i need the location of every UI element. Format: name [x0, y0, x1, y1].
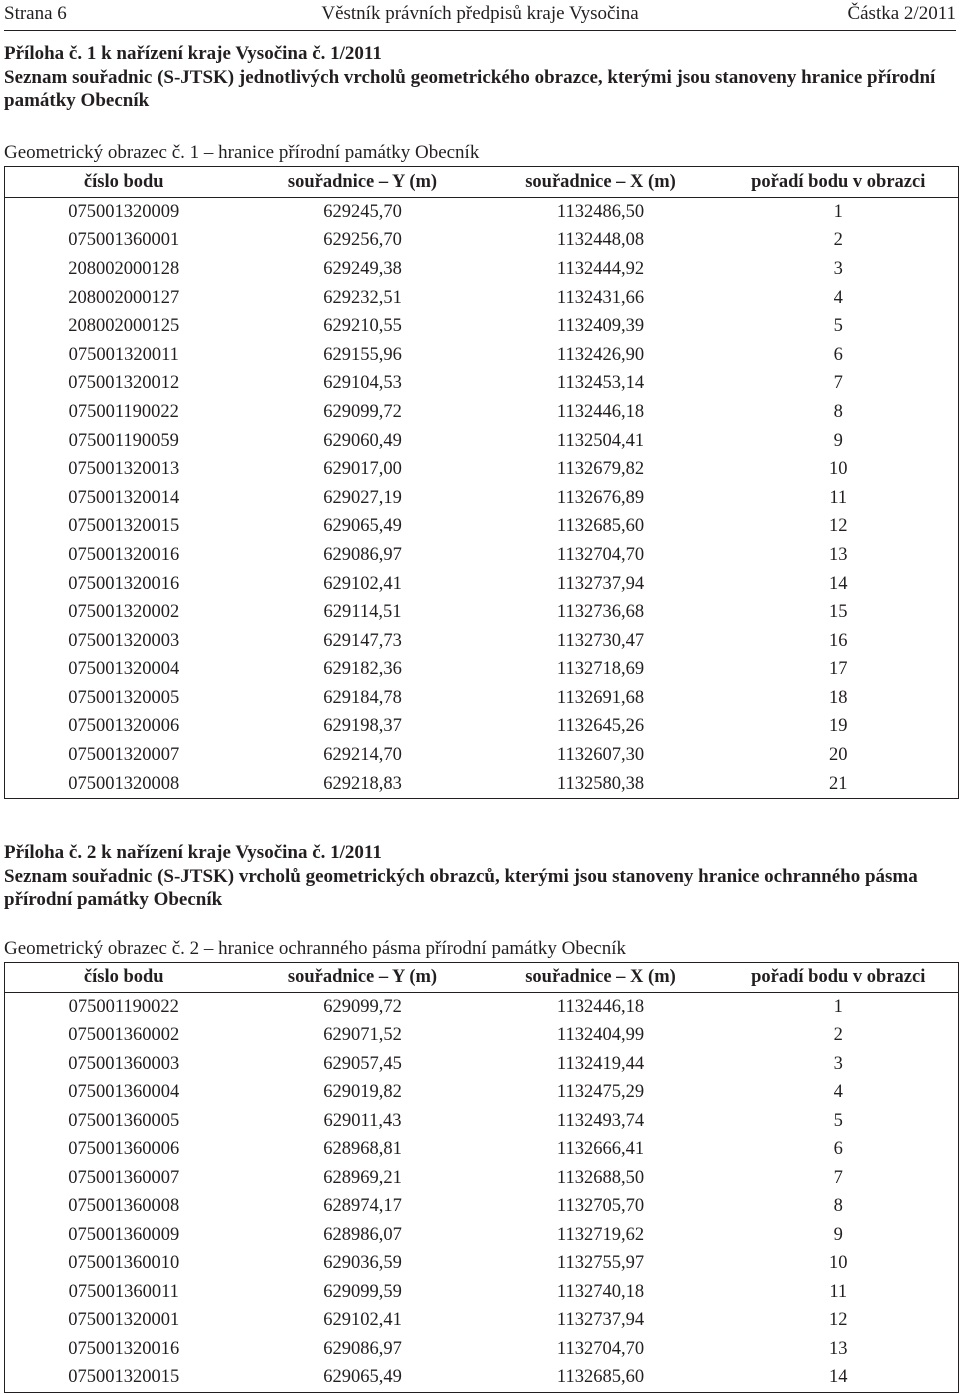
coordinate-y-cell: 628968,81: [323, 1139, 402, 1160]
figure-2-title: Geometrický obrazec č. 2 – hranice ochranného pásma přírodní památky Obecník: [4, 938, 626, 959]
point-number-cell: 075001320016: [68, 573, 180, 594]
coordinate-x-cell: 1132691,68: [556, 687, 645, 708]
point-number-cell: 208002000125: [68, 316, 180, 337]
coordinate-x-cell: 1132486,50: [556, 201, 645, 222]
coordinates-table-2: [4, 962, 959, 1393]
coordinate-y-cell: 629065,49: [323, 516, 402, 537]
table-row: [5, 513, 959, 542]
point-number-cell: 208002000128: [68, 258, 180, 279]
coordinate-x-cell: 1132453,14: [556, 373, 645, 394]
coordinate-y-cell: 629218,83: [323, 773, 402, 794]
point-number-cell: 075001360003: [68, 1053, 180, 1074]
table-row: [5, 284, 959, 313]
point-order-cell: 3: [833, 1053, 843, 1074]
point-order-cell: 13: [829, 544, 848, 565]
annex-1-subtitle: Seznam souřadnic (S-JTSK) jednotlivých vrcholů geometrického obrazce, kterými jsou stanoveny hranice přírodní památky Obecník: [4, 66, 936, 111]
table-header-row: [5, 963, 959, 993]
coordinates-table-1: [4, 166, 959, 799]
point-number-cell: 075001320012: [68, 373, 180, 394]
point-number-cell: 075001360009: [68, 1224, 180, 1245]
coordinate-x-cell: 1132736,68: [556, 602, 645, 623]
table-row: [5, 255, 959, 284]
point-order-cell: 6: [833, 1139, 843, 1160]
point-order-cell: 11: [829, 1281, 848, 1302]
coordinate-x-cell: 1132740,18: [556, 1281, 645, 1302]
annex-1-heading: [4, 42, 958, 113]
coordinate-x-cell: 1132737,94: [556, 1310, 645, 1331]
table-row: [5, 427, 959, 456]
point-order-cell: 4: [833, 287, 843, 308]
point-order-cell: 13: [829, 1338, 848, 1359]
table-row: [5, 713, 959, 742]
point-order-cell: 15: [829, 602, 848, 623]
coordinate-y-cell: 629256,70: [323, 230, 402, 251]
table-row: [5, 341, 959, 370]
annex-2-title: Příloha č. 2 k nařízení kraje Vysočina č. 1/2011: [4, 842, 382, 863]
point-number-cell: 075001320001: [68, 1310, 180, 1331]
column-header-point-number: číslo bodu: [5, 963, 243, 993]
table-row: [5, 1364, 959, 1393]
column-header-y: souřadnice – Y (m): [243, 167, 483, 198]
table-row: [5, 684, 959, 713]
table-row: [5, 398, 959, 427]
point-order-cell: 2: [833, 230, 843, 251]
table-row: [5, 227, 959, 256]
coordinate-x-cell: 1132679,82: [556, 459, 645, 480]
annex-2-heading: [4, 841, 958, 912]
page-number: Strana 6: [4, 3, 67, 24]
table-row: [5, 741, 959, 770]
table-row: [5, 770, 959, 799]
point-number-cell: 075001320004: [68, 659, 180, 680]
point-order-cell: 5: [833, 316, 843, 337]
point-number-cell: 075001190022: [68, 401, 179, 422]
coordinate-y-cell: 629245,70: [323, 201, 402, 222]
coordinate-x-cell: 1132404,99: [556, 1025, 645, 1046]
table-row: [5, 1193, 959, 1222]
coordinate-x-cell: 1132704,70: [556, 544, 645, 565]
coordinate-y-cell: 629060,49: [323, 430, 402, 451]
coordinate-x-cell: 1132493,74: [556, 1110, 645, 1131]
coordinate-y-cell: 629071,52: [323, 1025, 402, 1046]
coordinate-y-cell: 629102,41: [323, 573, 402, 594]
point-order-cell: 19: [829, 716, 848, 737]
coordinate-y-cell: 628986,07: [323, 1224, 402, 1245]
point-number-cell: 075001360007: [68, 1167, 180, 1188]
coordinate-y-cell: 629057,45: [323, 1053, 402, 1074]
point-number-cell: 075001360006: [68, 1139, 180, 1160]
coordinate-x-cell: 1132685,60: [556, 1367, 645, 1388]
point-order-cell: 18: [829, 687, 848, 708]
point-order-cell: 12: [829, 1310, 848, 1331]
table-row: [5, 455, 959, 484]
point-order-cell: 21: [829, 773, 848, 794]
point-number-cell: 075001360008: [68, 1196, 180, 1217]
coordinate-y-cell: 629198,37: [323, 716, 402, 737]
table-row: [5, 627, 959, 656]
coordinate-x-cell: 1132645,26: [556, 716, 645, 737]
coordinate-y-cell: 629182,36: [323, 659, 402, 680]
table-row: [5, 1022, 959, 1051]
point-number-cell: 075001320008: [68, 773, 180, 794]
table-row: [5, 993, 959, 1022]
coordinate-y-cell: 629249,38: [323, 258, 402, 279]
point-order-cell: 1: [833, 201, 843, 222]
table-1-body: [5, 198, 959, 799]
table-row: [5, 198, 959, 227]
coordinate-y-cell: 628969,21: [323, 1167, 402, 1188]
point-order-cell: 4: [833, 1082, 843, 1103]
point-number-cell: 075001320011: [68, 344, 179, 365]
point-number-cell: 075001320003: [68, 630, 180, 651]
point-number-cell: 208002000127: [68, 287, 180, 308]
coordinate-x-cell: 1132504,41: [556, 430, 645, 451]
point-number-cell: 075001360004: [68, 1082, 180, 1103]
coordinate-x-cell: 1132426,90: [556, 344, 645, 365]
table-row: [5, 598, 959, 627]
coordinate-x-cell: 1132580,38: [556, 773, 645, 794]
point-order-cell: 14: [829, 573, 848, 594]
coordinate-y-cell: 629155,96: [323, 344, 402, 365]
table-row: [5, 312, 959, 341]
coordinate-x-cell: 1132431,66: [556, 287, 645, 308]
issue-number: Částka 2/2011: [847, 3, 956, 24]
coordinate-x-cell: 1132446,18: [556, 401, 645, 422]
point-number-cell: 075001320016: [68, 544, 180, 565]
point-number-cell: 075001360005: [68, 1110, 180, 1131]
point-number-cell: 075001320006: [68, 716, 180, 737]
coordinate-x-cell: 1132737,94: [556, 573, 645, 594]
coordinate-x-cell: 1132685,60: [556, 516, 645, 537]
coordinate-x-cell: 1132730,47: [556, 630, 645, 651]
point-order-cell: 12: [829, 516, 848, 537]
point-order-cell: 7: [833, 1167, 843, 1188]
table-row: [5, 1221, 959, 1250]
coordinate-x-cell: 1132666,41: [556, 1139, 645, 1160]
coordinate-x-cell: 1132446,18: [556, 996, 645, 1017]
coordinate-x-cell: 1132448,08: [556, 230, 645, 251]
table-row: [5, 1050, 959, 1079]
coordinate-y-cell: 629036,59: [323, 1253, 402, 1274]
coordinate-y-cell: 629019,82: [323, 1082, 402, 1103]
point-order-cell: 14: [829, 1367, 848, 1388]
point-order-cell: 10: [829, 1253, 848, 1274]
coordinate-x-cell: 1132755,97: [556, 1253, 645, 1274]
point-number-cell: 075001320007: [68, 745, 180, 766]
table-1-wrapper: [4, 166, 958, 799]
coordinate-y-cell: 629086,97: [323, 544, 402, 565]
annex-2-subtitle: Seznam souřadnic (S-JTSK) vrcholů geometrických obrazců, kterými jsou stanoveny hranice ochranného pásma přírodní památky Obecník: [4, 865, 918, 910]
table-row: [5, 570, 959, 599]
column-header-y: souřadnice – Y (m): [243, 963, 483, 993]
figure-2-caption: [4, 937, 958, 960]
annex-1-title: Příloha č. 1 k nařízení kraje Vysočina č. 1/2011: [4, 43, 382, 64]
table-row: [5, 1250, 959, 1279]
column-header-x: souřadnice – X (m): [483, 963, 719, 993]
table-row: [5, 370, 959, 399]
table-row: [5, 1136, 959, 1165]
table-row: [5, 1307, 959, 1336]
point-order-cell: 9: [833, 430, 843, 451]
point-number-cell: 075001320015: [68, 1367, 180, 1388]
point-number-cell: 075001320015: [68, 516, 180, 537]
coordinate-y-cell: 629104,53: [323, 373, 402, 394]
coordinate-y-cell: 629011,43: [323, 1110, 402, 1131]
coordinate-y-cell: 629147,73: [323, 630, 402, 651]
column-header-order: pořadí bodu v obrazci: [719, 167, 959, 198]
point-order-cell: 16: [829, 630, 848, 651]
point-number-cell: 075001320009: [68, 201, 180, 222]
coordinate-x-cell: 1132719,62: [556, 1224, 645, 1245]
coordinate-y-cell: 629214,70: [323, 745, 402, 766]
point-number-cell: 075001360011: [68, 1281, 179, 1302]
coordinate-x-cell: 1132688,50: [556, 1167, 645, 1188]
coordinate-y-cell: 629114,51: [323, 602, 402, 623]
point-number-cell: 075001320016: [68, 1338, 180, 1359]
figure-1-caption: [4, 141, 958, 164]
running-header: [4, 0, 956, 31]
coordinate-y-cell: 629102,41: [323, 1310, 402, 1331]
table-row: [5, 1335, 959, 1364]
coordinate-x-cell: 1132409,39: [556, 316, 645, 337]
point-order-cell: 9: [833, 1224, 843, 1245]
point-number-cell: 075001360001: [68, 230, 180, 251]
point-order-cell: 6: [833, 344, 843, 365]
coordinate-x-cell: 1132705,70: [556, 1196, 645, 1217]
point-order-cell: 8: [833, 401, 843, 422]
coordinate-y-cell: 629232,51: [323, 287, 402, 308]
column-header-order: pořadí bodu v obrazci: [719, 963, 959, 993]
table-2-body: [5, 993, 959, 1393]
point-number-cell: 075001190059: [68, 430, 179, 451]
coordinate-y-cell: 629099,72: [323, 996, 402, 1017]
coordinate-y-cell: 629099,72: [323, 401, 402, 422]
table-row: [5, 1278, 959, 1307]
coordinate-x-cell: 1132607,30: [556, 745, 645, 766]
table-row: [5, 1079, 959, 1108]
coordinate-x-cell: 1132676,89: [556, 487, 645, 508]
coordinate-y-cell: 629099,59: [323, 1281, 402, 1302]
point-number-cell: 075001320005: [68, 687, 180, 708]
point-order-cell: 1: [833, 996, 843, 1017]
coordinate-x-cell: 1132704,70: [556, 1338, 645, 1359]
point-number-cell: 075001360002: [68, 1025, 180, 1046]
table-header-row: [5, 167, 959, 198]
point-order-cell: 20: [829, 745, 848, 766]
point-number-cell: 075001190022: [68, 996, 179, 1017]
coordinate-x-cell: 1132419,44: [556, 1053, 645, 1074]
point-order-cell: 10: [829, 459, 848, 480]
coordinate-y-cell: 629210,55: [323, 316, 402, 337]
table-row: [5, 1107, 959, 1136]
column-header-point-number: číslo bodu: [5, 167, 243, 198]
point-number-cell: 075001320014: [68, 487, 180, 508]
table-row: [5, 656, 959, 685]
point-order-cell: 11: [829, 487, 848, 508]
point-order-cell: 2: [833, 1025, 843, 1046]
table-row: [5, 541, 959, 570]
coordinate-y-cell: 628974,17: [323, 1196, 402, 1217]
coordinate-y-cell: 629027,19: [323, 487, 402, 508]
point-order-cell: 8: [833, 1196, 843, 1217]
point-order-cell: 3: [833, 258, 843, 279]
coordinate-x-cell: 1132718,69: [556, 659, 645, 680]
point-number-cell: 075001320013: [68, 459, 180, 480]
coordinate-y-cell: 629065,49: [323, 1367, 402, 1388]
point-number-cell: 075001320002: [68, 602, 180, 623]
point-order-cell: 17: [829, 659, 848, 680]
coordinate-y-cell: 629184,78: [323, 687, 402, 708]
figure-1-title: Geometrický obrazec č. 1 – hranice přírodní památky Obecník: [4, 142, 480, 163]
coordinate-x-cell: 1132475,29: [556, 1082, 645, 1103]
table-row: [5, 484, 959, 513]
coordinate-y-cell: 629086,97: [323, 1338, 402, 1359]
journal-title: Věstník právních předpisů kraje Vysočina: [321, 3, 639, 24]
coordinate-y-cell: 629017,00: [323, 459, 402, 480]
column-header-x: souřadnice – X (m): [483, 167, 719, 198]
coordinate-x-cell: 1132444,92: [556, 258, 645, 279]
table-2-wrapper: [4, 962, 958, 1393]
point-number-cell: 075001360010: [68, 1253, 180, 1274]
point-order-cell: 5: [833, 1110, 843, 1131]
point-order-cell: 7: [833, 373, 843, 394]
table-row: [5, 1164, 959, 1193]
